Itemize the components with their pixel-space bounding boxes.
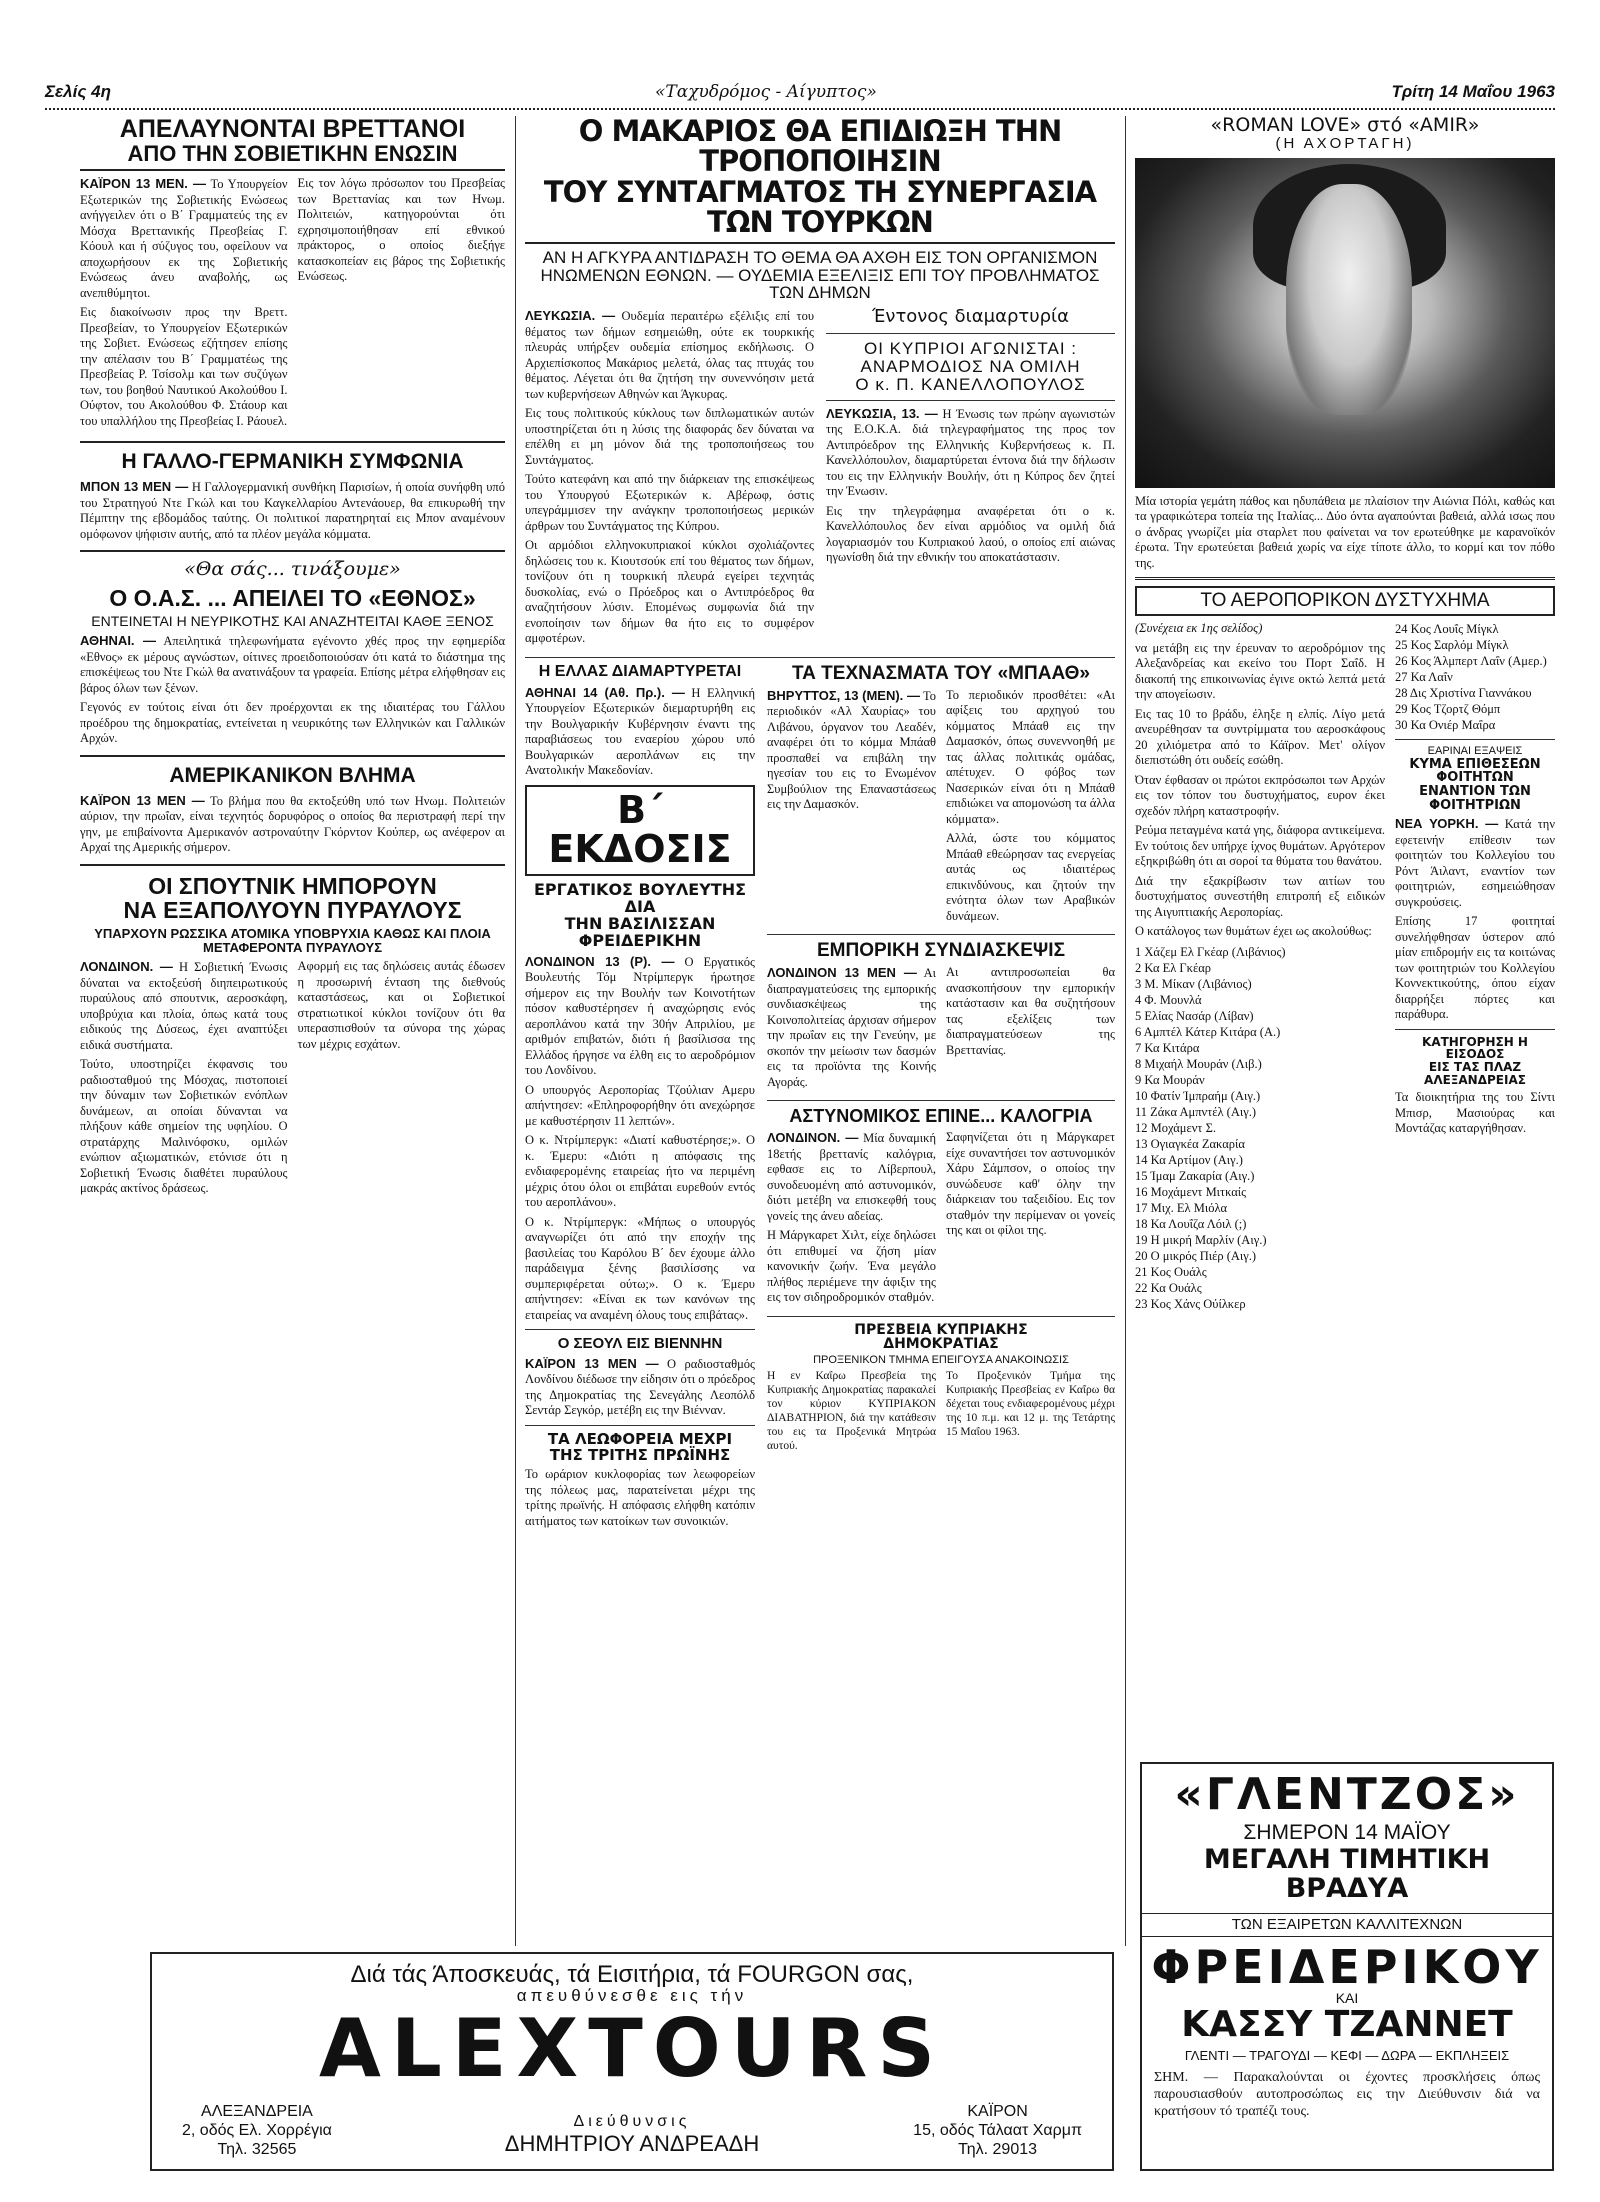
victim-entry: 28 Δις Χριστίνα Γιαννάκου xyxy=(1395,686,1532,701)
dateline: ΛΟΝΔΙΝΟΝ 13 (Ρ). — xyxy=(525,953,675,969)
ad-address-street: 15, οδός Τάλαατ Χαρμπ xyxy=(913,2122,1082,2139)
headline: «ROMAN LOVE» στό «AMIR» xyxy=(1210,116,1480,136)
subheadline: ΥΠΑΡΧΟΥΝ ΡΩΣΣΙΚΑ ΑΤΟΜΙΚΑ ΥΠΟΒΡΥΧΙΑ ΚΑΘΩΣ ΚΑΙ ΠΛΟΙΑ ΜΕΤΑΦΕΡΟΝΤΑ ΠΥΡΑΥΛΟΥΣ xyxy=(94,925,491,955)
ad-address-phone: Τηλ. 32565 xyxy=(217,2141,297,2158)
paragraph: να μετάβη εις την έρευναν το αεροδρόμιον της Αλεξανδρείας και εκείνο του Πορτ Σαΐδ. Η διακοπή της επικοινωνίας έγινε οκτώ λεπτά μετά την απογείωσιν. xyxy=(1135,640,1385,702)
dateline: ΛΟΝΔΙΝΟΝ. — xyxy=(767,1130,859,1146)
headline: Η ΕΛΛΑΣ ΔΙΑΜΑΡΤΥΡΕΤΑΙ xyxy=(538,662,742,680)
paragraph: Ο κ. Ντρίμπεργκ: «Διατί καθυστέρησε;». Ο κ. Έμερυ: «Διότι η απόφασις της ενδιαφερομένης εταιρείας ήτο να περιμένη μέχρις ότου όλοι οι επιβάται ευρεθούν εντός του αεροπλάνου». xyxy=(525,1133,755,1210)
headline: ΤΟΥ ΣΥΝΤΑΓΜΑΤΟΣ ΤΗ ΣΥΝΕΡΓΑΣΙΑ ΤΩΝ ΤΟΥΡΚΩΝ xyxy=(525,177,1115,244)
dateline: ΚΑΪΡΟΝ 13 ΜΕΝ — xyxy=(525,1355,659,1371)
dateline: ΛΟΝΔΙΝΟΝ. — xyxy=(80,959,173,975)
kicker: «Θα σάς... τινάξουμε» xyxy=(184,558,401,581)
paragraph: Η Μάργκαρετ Χιλτ, είχε δηλώσει ότι επιθυμεί να ζήση μίαν κανονικήν ζωήν. Ένα μεγάλο πλήθος περιέμενε την άφιξιν της εις τον σιδηροδρομικόν σταθμόν. xyxy=(767,1228,936,1305)
victim-entry: 2 Κα Ελ Γκέαρ xyxy=(1135,960,1211,975)
victim-entry: 23 Κος Χάνς Ούίλκερ xyxy=(1135,1296,1246,1311)
victim-entry: 20 Ο μικρός Πιέρ (Αιγ.) xyxy=(1135,1248,1257,1263)
article-beaches xyxy=(1395,1036,1555,1137)
paragraph: Εις διακοίνωσιν προς την Βρεττ. Πρεσβείαν, το Υπουργείον Εξωτερικών της Σοβιετ. Ενώσεως εζήτησεν επίσης την απέλασιν του Β΄ Γραμματέως της Πρεσβείας Ρ. Τσίσολμ και των συζύγων των, του βοηθού Ναυτικού Ακολούθου Ι. Ούφτον, του Ακολούθου Φ. Στάουρ και του υπαλλήλου της Πρεσβείας Ι. Ράουελ. xyxy=(80,305,288,428)
paragraph: Το ωράριον κυκλοφορίας των λεωφορείων της πόλεως μας, παρατείνεται μέχρι της τρίτης πρωϊνής. Η απόφασις ελήφθη κατόπιν αιτήματος των κατοίκων των συνοικιών. xyxy=(525,1467,755,1528)
victims-list xyxy=(1135,944,1385,1312)
article-roman-love xyxy=(1135,116,1555,571)
article-greece-protests xyxy=(525,664,755,779)
paragraph: Μία ιστορία γεμάτη πάθος και ηδυπάθεια με πλαίσιον την Αιώνια Πόλι, καθώς και τα γραφικώτερα τοπεία της Ιταλίας... Δύο όντα αγαπούνται βαθειά, αλλά ισως που ο άνδρας γνωρίζει μία σταρλετ που φαίνεται να τον ερωτεύθηκε με καρανοϊκόν έρωτα. Την ερωτεύεται βαθειά χωρίς να είχε τίποτε άλλο, το κορμί και τον πόθο της. xyxy=(1135,493,1555,570)
victim-entry: 11 Ζάκα Αμπντέλ (Αιγ.) xyxy=(1135,1104,1257,1119)
paragraph: Αφορμή εις τας δηλώσεις αυτάς έδωσεν η προσωρινή ένταση της διεθνούς καταστάσεως, και οι Σοβιετικοί στρατιωτικοί κύκλοι τονίζουν ότι θα υπερασπισθούν τα σύνορα της χώρας των μέχρις εσχάτων. xyxy=(297,959,505,1051)
subheadline: ΑΝ Η ΑΓΚΥΡΑ ΑΝΤΙΔΡΑΣΗ ΤΟ ΘΕΜΑ ΘΑ ΑΧΘΗ ΕΙΣ ΤΟΝ ΟΡΓΑΝΙΣΜΟΝ ΗΝΩΜΕΝΩΝ ΕΘΝΩΝ. — ΟΥΔΕΜΙΑ ΕΞΕΛΙΞΙΣ ΕΠΙ ΤΟΥ ΠΡΟΒΛΗΜΑΤΟΣ ΤΩΝ ΔΗΜΩΝ xyxy=(540,247,1100,303)
headline: ΚΑΤΗΓΟΡΗΣΗ Η ΕΙΣΟΔΟΣ xyxy=(1422,1034,1528,1062)
headline: ΑΜΕΡΙΚΑΝΙΚΟΝ ΒΛΗΜΑ xyxy=(169,763,416,787)
page-number: Σελίς 4η xyxy=(45,82,111,101)
victim-entry: 19 Η μικρή Μαρλίν (Αιγ.) xyxy=(1135,1232,1267,1247)
article-seoul-vienna xyxy=(525,1336,755,1419)
victim-entry: 14 Κα Αρτίμον (Αιγ.) xyxy=(1135,1152,1243,1167)
headline: ΟΙ ΣΠΟΥΤΝΙΚ ΗΜΠΟΡΟΥΝ xyxy=(148,872,437,899)
paragraph: Σαφηνίζεται ότι η Μάργκαρετ είχε συναντήσει τον αστυνομικόν Χάρυ Σάμπσον, ο οποίος την συνώδευσε καθ' όλην την διάρκειαν του ταξειδίου. Εις τον σταθμόν την περίμεναν οι γονείς της και οι φίλοι της. xyxy=(946,1130,1115,1238)
ad-and: ΚΑΙ xyxy=(1335,1989,1359,2006)
victim-entry: 3 Μ. Μίκαν (Λιβάνιος) xyxy=(1135,976,1252,991)
paragraph: Η Ένωσις των πρώην αγωνιστών της Ε.Ο.Κ.Α. διά τηλεγραφήματος της προς τον Αντιπρόεδρον της Ελληνικής Κυβερνήσεως κ. Π. Κανελλόπουλον, διαμαρτύρεται έντονα διά την δήλωσιν του εις την Ελληνικήν Βουλήν, ότι η Κύπρος δεν ζητεί την Ένωσιν. xyxy=(826,406,1115,499)
paragraph: Εις τον λόγω πρόσωπον του Πρεσβείας των Βρεττανίας και των Ηνωμ. Πολιτειών, κατηγορούνται ότι εχρησιμοποιήθησαν επί εθνικού πράκτορος, ο οποίος διεξήγε κατασκοπείαν εις βάρος της Σοβιετικής Ενώσεως. xyxy=(297,176,505,284)
victim-entry: 15 Ίμαμ Ζακαρία (Αιγ.) xyxy=(1135,1168,1255,1183)
paragraph: Τούτο κατεφάνη και από την διάρκειαν της επισκέψεως του Υπουργού Εξωτερικών κ. Αβέρωφ, όστις υπεγράμμισεν την ανάγκην τροποποιήσεως μερικών άρθρων του Συντάγματος της Κύπρου. xyxy=(525,472,814,533)
paragraph: Τα διοικητήρια της του Σίντι Μπισρ, Μασιούρας και Μοντάζας καταργήθησαν. xyxy=(1395,1090,1555,1136)
paragraph: Ο κατάλογος των θυμάτων έχει ως ακολούθως: xyxy=(1135,924,1372,939)
paragraph: Η Ελληνική Υπουργείον Εξωτερικών διεμαρτυρήθη εις την Βουλγαρικήν Κυβέρνησιν έναντι της παραβιάσεως του εναερίου χώρου υπό Βουλγαρικών αεροπλάνων εις την Ανατολικήν Μακεδονίαν. xyxy=(525,685,755,778)
paragraph: Διά την εξακρίβωσιν των αιτίων του δυστυχήματος συνεστήθη επιτροπή εξ ειδικών της Αιγυπτιακής Αεροπορίας. xyxy=(1135,873,1385,919)
paragraph: Εις τους πολιτικούς κύκλους των διπλωματικών αυτών υποστηρίζεται ότι η λύσις της διαφοράς δεν δύναται να επέλθη ει μη μόνον διά της τροποποιήσεως του Συντάγματος. xyxy=(525,406,814,467)
victim-entry: 24 Κος Λουΐς Μίγκλ xyxy=(1395,622,1499,637)
paragraph: Ουδεμία περαιτέρω εξέλιξις επί του θέματος των δήμων εσημειώθη, ούτε εκ τουρκικής πλευράς υπήρξεν ουδεμία επίσημος εκδήλωσις. Ο Αρχιεπίσκοπος Μακάριος μελετά, όλας τας πτυχάς του θέματος. Λέγεται ότι θα ζητήση την συνεννόησιν μετά των κυβερνήσεων Αθηνών και Άγκυρας. xyxy=(525,309,815,401)
headline: Η ΓΑΛΛΟ-ΓΕΡΜΑΝΙΚΗ ΣΥΜΦΩΝΙΑ xyxy=(121,450,464,474)
column-rule xyxy=(515,116,516,1946)
page-header xyxy=(45,78,1555,110)
headline: ΑΠΕΛΑΥΝΟΝΤΑΙ ΒΡΕΤΤΑΝΟΙ xyxy=(119,116,466,143)
article-labour-mp xyxy=(525,882,755,1323)
ad-address-city: ΚΑΪΡΟΝ xyxy=(967,2103,1028,2120)
paragraph: Όταν έφθασαν οι πρώτοι εκπρόσωποι των Αρχών εις τον τόπον του δυστυχήματος, ευρον έκει σχεδόν πλήρη καταστροφήν. xyxy=(1135,772,1385,818)
ad-alextours xyxy=(150,1952,1114,2171)
victim-entry: 9 Κα Μουράν xyxy=(1135,1072,1205,1087)
paragraph: Επίσης 17 φοιτηταί συνελήφθησαν ύστερον από μίαν επιδρομήν εις τα κοιτώνας των φοιτητριών του Κολλεγίου Κοννεκτικούτης, όπου είχαν διαρρήξει πόρτες και παράθυρα. xyxy=(1395,914,1555,1022)
paragraph: Το περιοδικόν «Αλ Χαυρίας» του Λιβάνου, όργανον του Λεαδέν, αναφέρει ότι το κόμμα Μπάαθ προσπαθεί να επιβάλη την ηγεσίαν του εις το Ενωμένον Συμβούλιον της Επαναστάσεως εις την Δαμασκόν. xyxy=(767,688,936,812)
movie-still-photo xyxy=(1135,158,1555,488)
ad-artists-label: ΤΩΝ ΕΞΑΙΡΕΤΩΝ ΚΑΛΛΙΤΕΧΝΩΝ xyxy=(1142,1913,1552,1937)
paragraph: Η Γαλλογερμανική συνθήκη Παρισίων, ή οποία συνήφθη υπό του Στρατηγού Ντε Γκώλ και του Καγκελλαρίου Αντενάουερ, θα επικυρωθή την Πέμπτην της εβδομάδος ταύτης. Οι πολιτικοί παρατηρηταί εις Μπον αναμένουν ομόφωνον ψήφισιν αυτής, από τα πλέον μεγάλα κόμματα. xyxy=(80,480,505,541)
headline: ΤΗΣ ΤΡΙΤΗΣ ΠΡΩΪΝΗΣ xyxy=(549,1445,731,1464)
ad-brand: ALEXTOURS xyxy=(319,2002,945,2096)
victim-entry: 25 Κος Σαρλόμ Μίγκλ xyxy=(1395,638,1509,653)
paragraph: Αι διαπραγματεύσεις της εμπορικής συνδιασκέψεως της Κοινοπολιτείας άρχισαν σήμερον την πρωΐαν εις την Γενεύην, με σκοπόν την μείωσιν των δασμών εις τα προϊόντα της Κοινής Αγοράς. xyxy=(767,966,936,1089)
ad-features: ΓΛΕΝΤΙ — ΤΡΑΓΟΥΔΙ — ΚΕΦΙ — ΔΩΡΑ — ΕΚΠΛΗΞΕΙΣ xyxy=(1184,2048,1510,2064)
ad-glentzos xyxy=(1140,1762,1554,2171)
dateline: ΜΠΟΝ 13 ΜΕΝ — xyxy=(80,479,189,495)
victim-entry: 21 Κος Ουάλς xyxy=(1135,1264,1207,1279)
paragraph: Το περιοδικόν προσθέτει: «Αι αφίξεις του αρχηγού του κόμματος Μπάαθ εις την Δαμασκόν, όπως συνεννοηθή με τας άλλας πολιτικάς ομάδας, απέτυχεν. Ο φόβος των Νασερικών είναι ότι η Μπάαθ επιδιώκει να απομονώση τα άλλα κόμματα». xyxy=(946,687,1115,826)
headline: ΕΜΠΟΡΙΚΗ ΣΥΝΔΙΑΣΚΕΨΙΣ xyxy=(817,940,1065,962)
article-air-crash xyxy=(1135,586,1555,1311)
dateline: ΚΑΪΡΟΝ 13 ΜΕΝ — xyxy=(80,792,205,808)
paragraph: Το βλήμα που θα εκτοξεύθη υπό των Ηνωμ. Πολιτειών αύριον, την πρωΐαν, είναι τεχνητός δορυφόρος ο οποίος θα περιστραφή περί την γην, με επιβαίνοντα Αμερικανόν αστροναύτην Γκόρντον Κούπερ, ως ανέφερον αι Αρχαί της Αμερικής σήμερον. xyxy=(80,793,505,855)
continued-note: (Συνέχεια εκ 1ης σελίδος) xyxy=(1135,621,1263,636)
paragraph: Αλλά, ώστε του κόμματος Μπάαθ εθεώρησαν τας ενεργείας αυτάς ως ιδιαιτέρως επικινδύνους, και ζητούν την ενότητα όλων των Αραβικών δυνάμεων. xyxy=(946,831,1115,923)
column-right xyxy=(1135,116,1555,1756)
victim-entry: 8 Μιχαήλ Μουράν (Λιβ.) xyxy=(1135,1056,1262,1071)
dateline: ΛΟΝΔΙΝΟΝ 13 ΜΕΝ — xyxy=(767,965,917,981)
dateline: ΑΘΗΝΑΙ 14 (Αθ. Πρ.). — xyxy=(525,684,685,700)
paragraph: Ο υπουργός Αεροπορίας Τζούλιαν Αμερυ απήντησεν: «Επληροφορήθην ότι ανεχώρησε με καθυστέρησιν 11 λεπτών». xyxy=(525,1082,755,1128)
ad-venue: «ΓΛΕΝΤΖΟΣ» xyxy=(1174,1769,1520,1820)
victim-entry: 26 Κος Άλμπερτ Λαΐν (Αμερ.) xyxy=(1395,654,1547,669)
paragraph: Εις την τηλεγράφημα αναφέρεται ότι ο κ. Κανελλόπουλος δεν είναι αρμόδιος να ομιλή διά λογαριασμόν του Κυπριακού λαού, ο οποίος επί αιώνας ηγωνίσθη διά την εθνικήν του αποκατάστασιν. xyxy=(826,503,1115,565)
headline: ΕΡΓΑΤΙΚΟΣ ΒΟΥΛΕΥΤΗΣ ΔΙΑ xyxy=(533,880,747,917)
victim-entry: 13 Ογιαγκέα Ζακαρία xyxy=(1135,1136,1245,1151)
dateline: ΝΕΑ ΥΟΡΚΗ. — xyxy=(1395,816,1499,832)
victim-entry: 5 Ελίας Νασάρ (Λίβαν) xyxy=(1135,1008,1254,1023)
article-students xyxy=(1395,746,1555,1023)
paragraph: Το Προξενικόν Τμήμα της Κυπριακής Πρεσβείας εν Καΐρω θα δέχεται τους ενδιαφερομένους μέχρι της 10 π.μ. και 12 μ. της Τετάρτης 15 Μαΐου 1963. xyxy=(946,1370,1115,1439)
headline: ΤΗΝ ΒΑΣΙΛΙΣΣΑΝ ΦΡΕΙΔΕΡΙΚΗΝ xyxy=(564,913,716,950)
paragraph: Ο Εργατικός Βουλευτής Τόμ Ντρίμπεργκ ήρωτησε σήμερον εις την Βουλήν των Κοινοτήτων πόσον καθυστέρησεν ή αναχώρησις ενός αεροπλάνου κατά την 30ήν Απριλίου, με αριθμόν επιβατών, διότι ή βασίλισσα της Ελλάδος ήργησε να έλθη εις το αεροδρόμιον του Λονδίνου. xyxy=(525,954,755,1078)
victim-entry: 17 Μιχ. Ελ Μιόλα xyxy=(1135,1200,1228,1215)
headline: ΤΑ ΤΕΧΝΑΣΜΑΤΑ ΤΟΥ «ΜΠΑΑΘ» xyxy=(791,662,1091,684)
ad-event: ΜΕΓΑΛΗ ΤΙΜΗΤΙΚΗ ΒΡΑΔΥΑ xyxy=(1203,1844,1491,1904)
ad-address-phone: Τηλ. 29013 xyxy=(958,2141,1038,2158)
paragraph: Κατά την εφετεινήν επίθεσιν των φοιτητών του Κολλεγίου του Ρόντ Άιλαντ, εναντίον των φοιτητριών, εσημειώθησαν συγκρούσεις. xyxy=(1395,817,1555,909)
column-middle xyxy=(525,116,1115,1956)
article-sputnik xyxy=(80,874,505,1201)
ad-address-city: ΑΛΕΞΑΝΔΡΕΙΑ xyxy=(201,2103,313,2120)
headline: ΕΙΣ ΤΑΣ ΠΛΑΖ ΑΛΕΞΑΝΔΡΕΙΑΣ xyxy=(1424,1059,1526,1087)
paragraph: Γεγονός εν τούτοις είναι ότι δεν προέρχονται εκ της ιδιαιτέρας του Γάλλου προέδρου της δημοκρατίας, εντείνεται η νευρικότης των Ελληνικών και Γαλλικών Αρχών. xyxy=(80,700,505,746)
subheadline: ΕΝΤΕΙΝΕΤΑΙ Η ΝΕΥΡΙΚΟΤΗΣ ΚΑΙ ΑΝΑΖΗΤΕΙΤΑΙ ΚΑΘΕ ΞΕΝΟΣ xyxy=(91,613,494,630)
paragraph: Απειλητικά τηλεφωνήματα εγένοντο χθές προς την εφημερίδα «Εθνος» εκ μέρους αγνώστων, οίτινες προειδοποιούσαν ότι κατά το διάστημα της επισκέψεως του Ντε Γκώλ θα ανατινάξουν τα γραφεία. Επίσης μέτρα ελήφθησαν εις βάρος όλων των ξένων. xyxy=(80,634,505,695)
victims-list xyxy=(1395,621,1555,733)
dateline: ΛΕΥΚΩΣΙΑ, 13. — xyxy=(826,405,938,421)
ad-address-street: 2, οδός Ελ. Χορρέγια xyxy=(182,2122,332,2139)
headline: ΑΣΤΥΝΟΜΙΚΟΣ ΕΠΙΝΕ... ΚΑΛΟΓΡΙΑ xyxy=(789,1106,1093,1127)
paragraph: Τούτο, υποστηρίζει έκφανσις του ραδιοσταθμού της Μόσχας, πιστοποιεί την δύναμιν των Σοβιετικών ενόπλων δυνάμεων, αι οποίαι δύνανται να πλήξουν κάθε σημείον της υφηλίου. Ο στρατάρχης Μαλινόφσκυ, ομιλών ενώπιον αξιωματικών, ετόνισε ότι η Σοβιετική Ένωσις διαθέτει πυραύλους μακράς ακτίνος δράσεως. xyxy=(80,1057,288,1196)
paragraph: Μία δυναμική 18ετής βρεττανίς καλόγρια, εφθασε εις το Λίβερπουλ, συνοδευομένη από αστυνομικόν, διότι μετέβη να επισκεφθή τους γονείς της άνευ αδείας. xyxy=(767,1131,936,1223)
headline: ΠΡΕΣΒΕΙΑ ΚΥΠΡΙΑΚΗΣ xyxy=(854,1321,1028,1338)
victim-entry: 12 Μοχάμεντ Σ. xyxy=(1135,1120,1216,1135)
victim-entry: 7 Κα Κιτάρα xyxy=(1135,1040,1200,1055)
article-expulsion xyxy=(80,116,505,433)
ad-note: ΣΗΜ. — Παρακαλούνται οι έχοντες προσκλήσεις όπως παρουσιασθούν αυτοπροσώπως εις την Διεύθυνσιν διά να κρατήσουν τό τραπέζι τους. xyxy=(1154,2070,1540,2120)
victim-entry: 16 Μοχάμεντ Μιτκαίς xyxy=(1135,1184,1247,1199)
article-policeman-nun xyxy=(767,1107,1115,1309)
victim-entry: 10 Φατίν Ίμπραήμ (Αιγ.) xyxy=(1135,1088,1261,1103)
notice-cyprus-embassy xyxy=(767,1323,1115,1458)
ad-subline: απευθύνεσθε εις τήν xyxy=(516,1986,748,2006)
headline: Β΄ ΕΚΔΟΣΙΣ xyxy=(548,787,732,872)
paragraph: Ρεύμα πεταγμένα κατά γης, διάφορα αντικείμενα. Εν τούτοις δεν υπήρχε ίχνος θυμάτων. Αργότερον εξηκριβώθη ότι αι σοροί τα θύματα του θανάτου. xyxy=(1135,823,1385,869)
victim-entry: 6 Αμπτέλ Κάτερ Κιτάρα (Α.) xyxy=(1135,1024,1281,1039)
victim-entry: 18 Κα Λουΐζα Λόιλ (;) xyxy=(1135,1216,1247,1231)
victim-entry: 4 Φ. Μουνλά xyxy=(1135,992,1202,1007)
victim-entry: 22 Κα Ουάλς xyxy=(1135,1280,1202,1295)
article-buses xyxy=(525,1429,755,1530)
issue-date: Τρίτη 14 Μαΐου 1963 xyxy=(1391,82,1555,101)
headline: Ο Ο.Α.Σ. ... ΑΠΕΙΛΕΙ ΤΟ «ΕΘΝΟΣ» xyxy=(109,585,476,612)
kicker: Έντονος διαμαρτυρία xyxy=(871,306,1070,328)
victim-entry: 1 Χάζεμ Ελ Γκέαρ (Λιβάνιος) xyxy=(1135,944,1286,959)
paper-name: «Ταχυδρόμος - Αίγυπτος» xyxy=(655,82,877,102)
headline: ΤΟ ΑΕΡΟΠΟΡΙΚΟΝ ΔΥΣΤΥΧΗΜΑ xyxy=(1200,590,1490,612)
second-edition-banner xyxy=(525,785,755,877)
paragraph: Ο κ. Ντρίμπεργκ: «Μήπως ο υπουργός αναγνωρίζει ότι από την εποχήν της βασιλείας του Καρόλου Β΄ δεν έχουμε άλλο παράδειγμα ξένης βασιλίσσης να συμπεριφέρεται ούτω;». Ο κ. Έμερυ απήντησεν: «Είναι εκ των κανόνων της εταιρείας να αναμένη όλους τους επιβάτας». xyxy=(525,1214,755,1322)
headline: Ο ΜΑΚΑΡΙΟΣ ΘΑ ΕΠΙΔΙΩΞΗ ΤΗΝ ΤΡΟΠΟΠΟΙΗΣΙΝ xyxy=(578,116,1062,179)
headline: ΟΙ ΚΥΠΡΙΟΙ ΑΓΩΝΙΣΤΑΙ : xyxy=(864,339,1077,359)
article-american-missile xyxy=(80,765,505,856)
article-makarios xyxy=(525,116,1115,302)
article-cypriot-fighters xyxy=(826,308,1115,651)
article-oas xyxy=(80,560,505,746)
headline: ΔΗΜΟΚΡΑΤΙΑΣ xyxy=(883,1336,999,1353)
victim-entry: 30 Κα Ονιέρ Μαΐρα xyxy=(1395,718,1496,733)
ad-director: ΔΗΜΗΤΡΙΟΥ ΑΝΔΡΕΑΔΗ xyxy=(504,2131,760,2156)
headline: Ο ΣΕΟΥΛ ΕΙΣ ΒΙΕΝΝΗΝ xyxy=(557,1335,723,1353)
headline: ΤΑ ΛΕΩΦΟΡΕΙΑ ΜΕΧΡΙ xyxy=(547,1429,733,1448)
headline: Ο κ. Π. ΚΑΝΕΛΛΟΠΟΥΛΟΣ xyxy=(855,374,1086,394)
article-baath xyxy=(767,664,1115,928)
ad-date: ΣΗΜΕΡΟΝ 14 ΜΑΪΟΥ xyxy=(1243,1821,1451,1845)
dateline: ΒΗΡΥΤΤΟΣ, 13 (ΜΕΝ). — xyxy=(767,687,920,703)
dateline: ΛΕΥΚΩΣΙΑ. — xyxy=(525,308,616,324)
headline: ΑΠΟ ΤΗΝ ΣΟΒΙΕΤΙΚΗΝ ΕΝΩΣΙΝ xyxy=(80,142,505,171)
subheadline: (Η ΑΧΟΡΤΑΓΗ) xyxy=(1275,134,1415,152)
subheadline: ΠΡΟΞΕΝΙΚΟΝ ΤΜΗΜΑ ΕΠΕΙΓΟΥΣΑ ΑΝΑΚΟΙΝΩΣΙΣ xyxy=(813,1353,1069,1366)
victim-entry: 27 Κα Λαΐν xyxy=(1395,670,1453,685)
paragraph: Η εν Καΐρω Πρεσβεία της Κυπριακής Δημοκρατίας παρακαλεί τον κύριον ΚΥΠΡΙΑΚΟΝ ΔΙΑΒΑΤΗΡΙΟΝ, διά την κατάθεσιν του εις τα Προξενικά Μητρώα αυτού. xyxy=(767,1370,936,1453)
dateline: ΚΑΪΡΟΝ 13 ΜΕΝ. — xyxy=(80,176,206,192)
paragraph: Εις τας 10 το βράδυ, έληξε η ελπίς. Λίγο μετά ανευρέθησαν τα συντρίμματα του αεροσκάφους 20 χιλιόμετρα από το Κάϊρον. Μετ' ολίγον διεπιστώθη ότι ουδείς εσώθη. xyxy=(1135,706,1385,768)
headline: ΚΥΜΑ ΕΠΙΘΕΣΕΩΝ ΦΟΙΤΗΤΩΝ xyxy=(1409,756,1541,786)
headline: ΑΝΑΡΜΟΔΙΟΣ ΝΑ ΟΜΙΛΗ xyxy=(860,357,1081,377)
paragraph: Αι αντιπροσωπείαι θα ανασκοπήσουν την εμπορικήν κατάστασιν και θα συζητήσουν τας εξελίξεις των διαπραγματεύσεων της Βρεττανίας. xyxy=(946,965,1115,1057)
column-left xyxy=(80,116,505,1956)
ad-artist: ΦΡΕΙΔΕΡΙΚΟΥ xyxy=(1151,1939,1543,1994)
ad-artist: ΚΑΣΣΥ ΤΖΑΝΝΕΤ xyxy=(1181,2003,1513,2045)
ad-tagline: Διά τάς Άποσκευάς, τά Εισιτήρια, τά FOURGON σας, xyxy=(350,1961,914,1988)
article-franco-german xyxy=(80,451,505,542)
article-trade-conference xyxy=(767,941,1115,1094)
dateline: ΑΘΗΝΑΙ. — xyxy=(80,633,157,649)
ad-direction-label: Διεύθυνσις xyxy=(573,2113,691,2130)
paragraph: Ο ραδιοσταθμός Λονδίνου διέδωσε την είδησιν ότι ο πρόεδρος της Δημοκρατίας της Σενεγάλης Λεοπόλδ Σεντάρ Σεγκόρ, μετέβη εις την Βιένναν. xyxy=(525,1356,755,1418)
victim-entry: 29 Κος Τζορτζ Θόμπ xyxy=(1395,702,1501,717)
paragraph: Το Υπουργείον Εξωτερικών της Σοβιετικής Ενώσεως ανήγγειλεν ότι ο Β΄ Γραμματεύς της εν Μόσχα Βρεττανικής Πρεσβείας Γ. Κόουλ και ή σύζυγος του, οφείλουν να αποχωρήσουν εκ της Σοβιετικής Ενώσεως άνευ αναβολής, ως ανεπιθύμητοι. xyxy=(80,177,288,300)
column-rule xyxy=(1125,116,1126,1946)
paragraph: Οι αρμόδιοι ελληνοκυπριακοί κύκλοι σχολιάζοντες δηλώσεις του κ. Κιουτσούκ επί του θέματος των δήμων, τονίζουν ότι η τουρκική πλευρά εγείρει τεχνητάς δυσκολίας, ενώ ο Πρόεδρος και ο Αντιπρόεδρος θα αναζητήσουν λύσιν. Επομένως συμφωνία διά την ενοποίησιν των δήμων θα ήτο εις το συμφέρον αμφοτέρων. xyxy=(525,538,814,646)
kicker: ΕΑΡΙΝΑΙ ΕΞΑΨΕΙΣ xyxy=(1427,745,1523,758)
paragraph: Η Σοβιετική Ένωσις δύναται να εκτοξεύσή διηπειρωτικούς πυραύλους από σπουτνικ, αεροσκάφη, υποβρύχια και πλοία, όπως κατά τους ειδικούς της Δύσεως, έχει αναπτύξει ειδικά συστήματα. xyxy=(80,960,288,1052)
headline: ΕΝΑΝΤΙΟΝ ΤΩΝ ΦΟΙΤΗΤΡΙΩΝ xyxy=(1419,783,1531,813)
headline: ΝΑ ΕΞΑΠΟΛΥΟΥΝ ΠΥΡΑΥΛΟΥΣ xyxy=(123,896,462,923)
